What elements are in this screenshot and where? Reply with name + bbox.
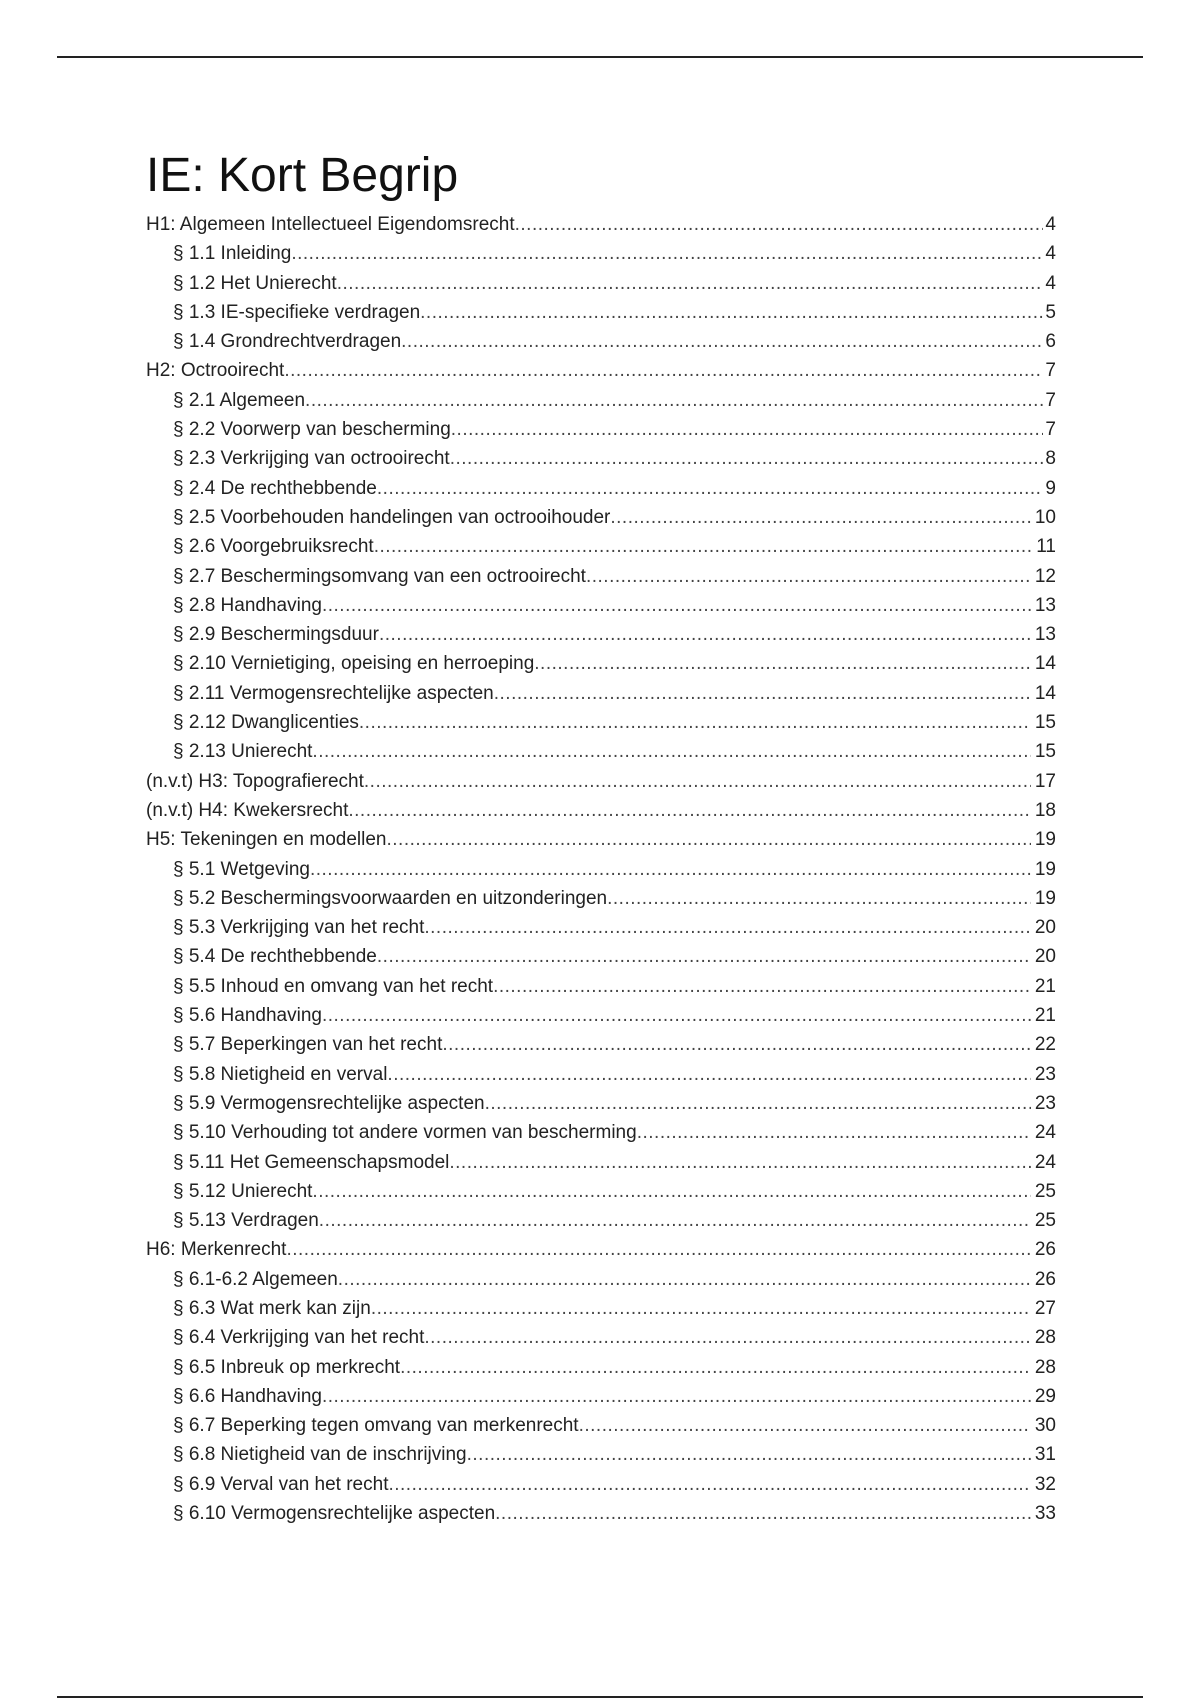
toc-dot-leader [379,620,1031,649]
toc-section-entry[interactable] [146,1089,1056,1118]
toc-entry-label: § 1.4 Grondrechtverdragen [173,331,402,353]
toc-dot-leader [310,855,1031,884]
toc-page-number: 9 [1045,477,1056,499]
toc-section-entry[interactable] [146,1118,1056,1147]
toc-dot-leader [322,591,1031,620]
toc-section-entry[interactable] [146,1177,1056,1206]
toc-page-number: 25 [1034,1180,1056,1202]
toc-dot-leader [424,913,1031,942]
toc-chapter-entry[interactable] [146,210,1056,239]
toc-entry-label: § 5.4 De rechthebbende [173,946,377,968]
toc-section-entry[interactable] [146,415,1056,444]
toc-page-number: 30 [1034,1415,1056,1437]
toc-entry-label: § 2.1 Algemeen [173,389,306,411]
toc-section-entry[interactable] [146,1382,1056,1411]
toc-page-number: 8 [1045,448,1056,470]
toc-dot-leader [371,1294,1031,1323]
toc-section-entry[interactable] [146,269,1056,298]
toc-entry-label: § 6.5 Inbreuk op merkrecht [173,1356,401,1378]
toc-dot-leader [495,1499,1031,1528]
toc-section-entry[interactable] [146,708,1056,737]
toc-dot-leader [387,825,1032,854]
toc-entry-label: § 2.13 Unierecht [173,741,313,763]
toc-chapter-entry[interactable] [146,1235,1056,1264]
toc-dot-leader [348,796,1031,825]
toc-page-number: 11 [1036,536,1056,558]
toc-dot-leader [494,679,1031,708]
toc-page-number: 26 [1034,1239,1056,1261]
toc-dot-leader [377,474,1043,503]
toc-section-entry[interactable] [146,1470,1056,1499]
toc-section-entry[interactable] [146,1294,1056,1323]
toc-dot-leader [388,1470,1031,1499]
toc-chapter-entry[interactable] [146,356,1056,385]
toc-chapter-entry[interactable] [146,796,1056,825]
toc-page-number: 24 [1034,1122,1056,1144]
toc-entry-label: § 5.12 Unierecht [173,1180,313,1202]
toc-page-number: 27 [1034,1297,1056,1319]
toc-page-number: 20 [1034,917,1056,939]
header-rule [57,56,1143,58]
toc-entry-label: § 5.9 Vermogensrechtelijke aspecten [173,1092,485,1114]
toc-dot-leader [401,327,1043,356]
toc-entry-label: § 6.1-6.2 Algemeen [173,1268,338,1290]
toc-page-number: 29 [1034,1385,1056,1407]
toc-dot-leader [338,1265,1031,1294]
toc-section-entry[interactable] [146,1323,1056,1352]
toc-page-number: 19 [1034,887,1056,909]
toc-entry-label: H1: Algemeen Intellectueel Eigendomsrecht [146,214,515,235]
document-title: IE: Kort Begrip [146,149,459,202]
toc-entry-label: H2: Octrooirecht [146,360,285,382]
toc-entry-label: § 5.8 Nietigheid en verval [173,1063,388,1085]
toc-section-entry[interactable] [146,591,1056,620]
toc-page-number: 10 [1034,506,1056,528]
toc-dot-leader [424,1323,1031,1352]
toc-entry-label: § 2.10 Vernietiging, opeising en herroeping [173,653,535,675]
toc-entry-label: (n.v.t) H4: Kwekersrecht [146,799,349,821]
toc-page-number: 15 [1034,741,1056,763]
toc-entry-label: § 2.2 Voorwerp van bescherming [173,419,451,441]
toc-entry-label: § 6.4 Verkrijging van het recht [173,1327,425,1349]
toc-entry-label: § 2.8 Handhaving [173,594,322,616]
toc-entry-label: § 2.5 Voorbehouden handelingen van octrooihouder [173,506,611,528]
toc-dot-leader [286,1235,1031,1264]
toc-page-number: 13 [1034,624,1056,646]
toc-page-number: 26 [1034,1268,1056,1290]
toc-page-number: 21 [1034,975,1056,997]
toc-page-number: 20 [1034,946,1056,968]
toc-section-entry[interactable] [146,884,1056,913]
toc-page-number: 24 [1034,1151,1056,1173]
toc-entry-label: § 2.6 Voorgebruiksrecht [173,536,374,558]
toc-section-entry[interactable] [146,1060,1056,1089]
toc-page-number: 13 [1034,594,1056,616]
toc-entry-label: H6: Merkenrecht [146,1239,287,1261]
toc-page-number: 33 [1034,1503,1056,1525]
toc-entry-label: § 5.1 Wetgeving [173,858,310,880]
footer-rule [57,1696,1143,1698]
toc-page-number: 7 [1045,389,1056,411]
toc-section-entry[interactable] [146,474,1056,503]
toc-dot-leader [374,532,1031,561]
toc-dot-leader [291,239,1043,268]
toc-section-entry[interactable] [146,972,1056,1001]
toc-section-entry[interactable] [146,737,1056,766]
toc-section-entry[interactable] [146,1411,1056,1440]
toc-dot-leader [534,649,1031,678]
toc-dot-leader [579,1411,1031,1440]
toc-page-number: 19 [1034,858,1056,880]
toc-entry-label: § 6.3 Wat merk kan zijn [173,1297,371,1319]
toc-page-number: 12 [1034,565,1056,587]
toc-dot-leader [400,1353,1031,1382]
toc-section-entry[interactable] [146,1001,1056,1030]
toc-section-entry[interactable] [146,1353,1056,1382]
toc-chapter-entry[interactable] [146,767,1056,796]
toc-section-entry[interactable] [146,855,1056,884]
toc-section-entry[interactable] [146,1148,1056,1177]
toc-page-number: 14 [1034,653,1056,675]
toc-entry-label: § 5.3 Verkrijging van het recht [173,917,425,939]
toc-dot-leader [493,972,1031,1001]
toc-page-number: 21 [1034,1005,1056,1027]
toc-entry-label: (n.v.t) H3: Topografierecht [146,770,364,792]
toc-dot-leader [312,1177,1031,1206]
toc-page-number: 18 [1034,799,1056,821]
toc-section-entry[interactable] [146,1206,1056,1235]
toc-section-entry[interactable] [146,503,1056,532]
toc-dot-leader [586,562,1031,591]
toc-section-entry[interactable] [146,1499,1056,1528]
toc-section-entry[interactable] [146,649,1056,678]
toc-page-number: 4 [1045,243,1056,265]
toc-section-entry[interactable] [146,620,1056,649]
toc-dot-leader [337,269,1043,298]
toc-section-entry[interactable] [146,1265,1056,1294]
toc-section-entry[interactable] [146,1440,1056,1469]
toc-entry-label: § 5.11 Het Gemeenschapsmodel [173,1151,450,1173]
toc-section-entry[interactable] [146,913,1056,942]
toc-section-entry[interactable] [146,386,1056,415]
toc-page-number: 17 [1034,770,1056,792]
toc-page-number: 28 [1034,1356,1056,1378]
toc-entry-label: § 5.6 Handhaving [173,1005,322,1027]
toc-entry-label: § 2.4 De rechthebbende [173,477,377,499]
toc-dot-leader [312,737,1031,766]
toc-entry-label: § 6.8 Nietigheid van de inschrijving [173,1444,467,1466]
toc-dot-leader [284,356,1043,385]
toc-chapter-entry[interactable] [146,825,1056,854]
toc-section-entry[interactable] [146,239,1056,268]
toc-dot-leader [387,1060,1031,1089]
toc-dot-leader [449,1148,1031,1177]
toc-entry-label: § 1.1 Inleiding [173,243,292,265]
toc-page-number: 4 [1045,214,1056,235]
toc-dot-leader [322,1001,1031,1030]
toc-entry-label: § 2.11 Vermogensrechtelijke aspecten [173,682,494,704]
toc-page-number: 25 [1034,1210,1056,1232]
toc-dot-leader [485,1089,1031,1118]
toc-entry-label: § 1.3 IE-specifieke verdragen [173,301,421,323]
toc-page-number: 5 [1045,301,1056,323]
toc-dot-leader [442,1030,1031,1059]
toc-dot-leader [610,503,1031,532]
toc-dot-leader [467,1440,1031,1469]
toc-entry-label: § 6.7 Beperking tegen omvang van merkenrecht [173,1415,579,1437]
toc-entry-label: § 2.7 Beschermingsomvang van een octrooirecht [173,565,586,587]
toc-section-entry[interactable] [146,942,1056,971]
toc-dot-leader [305,386,1043,415]
toc-page-number: 15 [1034,712,1056,734]
toc-page-number: 32 [1034,1473,1056,1495]
toc-entry-label: § 5.10 Verhouding tot andere vormen van bescherming [173,1122,637,1144]
toc-page-number: 6 [1045,331,1056,353]
toc-page-number: 23 [1034,1092,1056,1114]
toc-dot-leader [322,1382,1031,1411]
toc-entry-label: § 5.2 Beschermingsvoorwaarden en uitzonderingen [173,887,608,909]
toc-entry-label: § 2.9 Beschermingsduur [173,624,379,646]
toc-dot-leader [607,884,1031,913]
toc-section-entry[interactable] [146,679,1056,708]
toc-entry-label: § 5.7 Beperkingen van het recht [173,1034,443,1056]
toc-page-number: 28 [1034,1327,1056,1349]
toc-dot-leader [364,767,1031,796]
document-body [146,146,1056,1528]
toc-page-number: 7 [1045,360,1056,382]
toc-dot-leader [377,942,1031,971]
toc-page-number: 22 [1034,1034,1056,1056]
toc-dot-leader [420,298,1043,327]
toc-dot-leader [515,210,1043,239]
table-of-contents [146,210,1056,1528]
toc-dot-leader [319,1206,1031,1235]
toc-section-entry[interactable] [146,1030,1056,1059]
toc-entry-label: § 2.12 Dwanglicenties [173,712,359,734]
toc-page-number: 19 [1034,829,1056,851]
toc-dot-leader [637,1118,1031,1147]
toc-section-entry[interactable] [146,562,1056,591]
toc-page-number: 23 [1034,1063,1056,1085]
toc-page-number: 7 [1045,419,1056,441]
toc-dot-leader [450,444,1043,473]
toc-entry-label: § 2.3 Verkrijging van octrooirecht [173,448,450,470]
toc-section-entry[interactable] [146,444,1056,473]
toc-entry-label: § 1.2 Het Unierecht [173,272,337,294]
toc-section-entry[interactable] [146,327,1056,356]
toc-entry-label: H5: Tekeningen en modellen [146,829,387,851]
toc-entry-label: § 5.13 Verdragen [173,1210,319,1232]
toc-page-number: 31 [1034,1444,1056,1466]
toc-entry-label: § 6.6 Handhaving [173,1385,322,1407]
toc-dot-leader [451,415,1043,444]
toc-entry-label: § 6.10 Vermogensrechtelijke aspecten [173,1503,496,1525]
toc-page-number: 4 [1045,272,1056,294]
toc-section-entry[interactable] [146,298,1056,327]
toc-section-entry[interactable] [146,532,1056,561]
toc-entry-label: § 6.9 Verval van het recht [173,1473,389,1495]
toc-page-number: 14 [1034,682,1056,704]
toc-entry-label: § 5.5 Inhoud en omvang van het recht [173,975,494,997]
toc-dot-leader [359,708,1031,737]
